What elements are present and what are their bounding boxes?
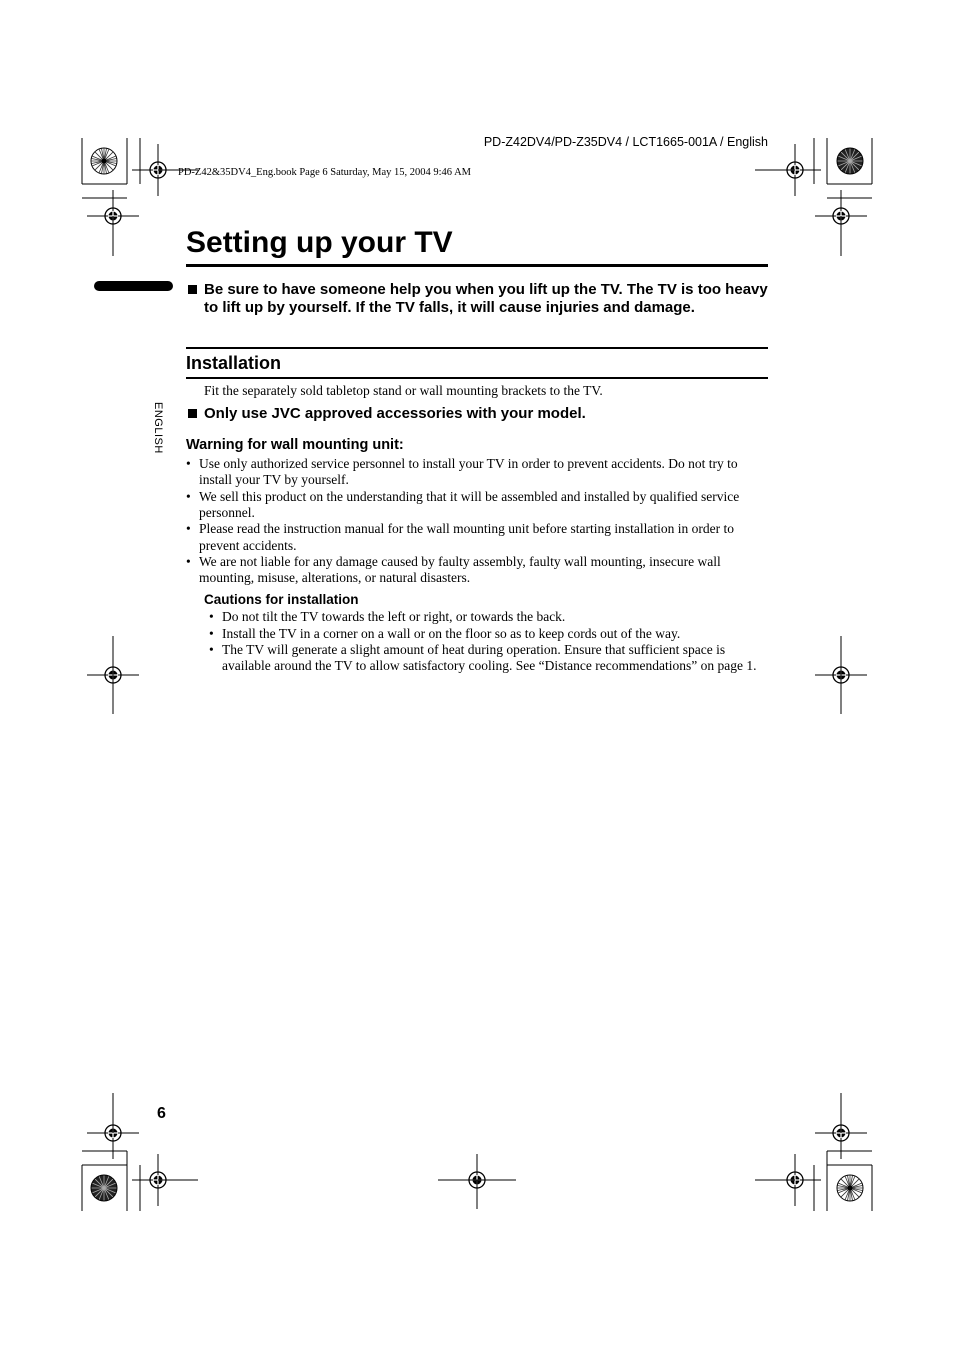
- lifting-warning-item: [186, 281, 768, 316]
- color-target-icon: [91, 1175, 117, 1201]
- bullet-icon: •: [186, 488, 191, 504]
- jvc-accessories-note: [186, 405, 768, 423]
- cautions-list: [209, 609, 768, 675]
- square-bullet-icon: [188, 409, 197, 418]
- document-id: PD-Z42DV4/PD-Z35DV4 / LCT1665-001A / English: [483, 135, 768, 149]
- bullet-icon: •: [209, 642, 214, 657]
- section-tab-bar: [94, 281, 173, 291]
- list-item: • The TV will generate a slight amount of heat during operation. Ensure that sufficient space is available around the TV to allow satisfactory cooling. See “Distance recommendations” on page 1.: [209, 642, 757, 674]
- color-target-icon: [837, 148, 863, 174]
- color-target-icon: [91, 148, 117, 174]
- lifting-warning: [186, 281, 768, 316]
- cautions-heading: Cautions for installation: [204, 592, 359, 607]
- bullet-icon: •: [209, 609, 214, 624]
- title-rule: [186, 264, 768, 267]
- page-title: Setting up your TV: [186, 226, 453, 259]
- color-target-icon: [837, 1175, 863, 1201]
- section-rule-bottom: [186, 377, 768, 379]
- installation-intro: Fit the separately sold tabletop stand or wall mounting brackets to the TV.: [204, 383, 603, 398]
- lifting-warning-text: Be sure to have someone help you when you lift up the TV. The TV is too heavy to lift up by yourself. If the TV falls, it will cause injuries and damage.: [204, 281, 768, 316]
- bullet-icon: •: [186, 521, 191, 537]
- jvc-note-item: [186, 405, 768, 423]
- list-item: • Use only authorized service personnel to install your TV in order to prevent accidents. Do not try to install your TV by yourself.: [186, 456, 738, 488]
- list-item: • Do not tilt the TV towards the left or right, or towards the back.: [209, 609, 566, 624]
- installation-heading: Installation: [186, 353, 282, 373]
- list-item: • Install the TV in a corner on a wall or on the floor so as to keep cords out of the way.: [209, 625, 681, 641]
- language-side-label: ENGLISH: [152, 402, 164, 454]
- list-item: • We are not liable for any damage caused by faulty assembly, faulty wall mounting, insecure wall mounting, misuse, alterations, or natural disasters.: [186, 554, 721, 586]
- bullet-icon: •: [209, 625, 214, 641]
- bullet-icon: •: [186, 456, 191, 471]
- list-item: • Please read the instruction manual for the wall mounting unit before starting installation in order to prevent accidents.: [186, 521, 734, 553]
- crosshair-arms: [113, 170, 841, 1209]
- bullet-icon: •: [186, 554, 191, 570]
- jvc-note-text: Only use JVC approved accessories with your model.: [204, 405, 586, 422]
- list-item: • We sell this product on the understanding that it will be assembled and installed by qualified service personnel.: [186, 488, 740, 520]
- section-rule-top: [186, 347, 768, 349]
- book-slug-line: PD-Z42&35DV4_Eng.book Page 6 Saturday, May 15, 2004 9:46 AM: [178, 167, 472, 178]
- page-number: 6: [157, 1105, 166, 1122]
- wall-mount-warning-heading: Warning for wall mounting unit:: [186, 437, 404, 453]
- square-bullet-icon: [188, 285, 197, 294]
- wall-mount-warning-list: [186, 456, 768, 587]
